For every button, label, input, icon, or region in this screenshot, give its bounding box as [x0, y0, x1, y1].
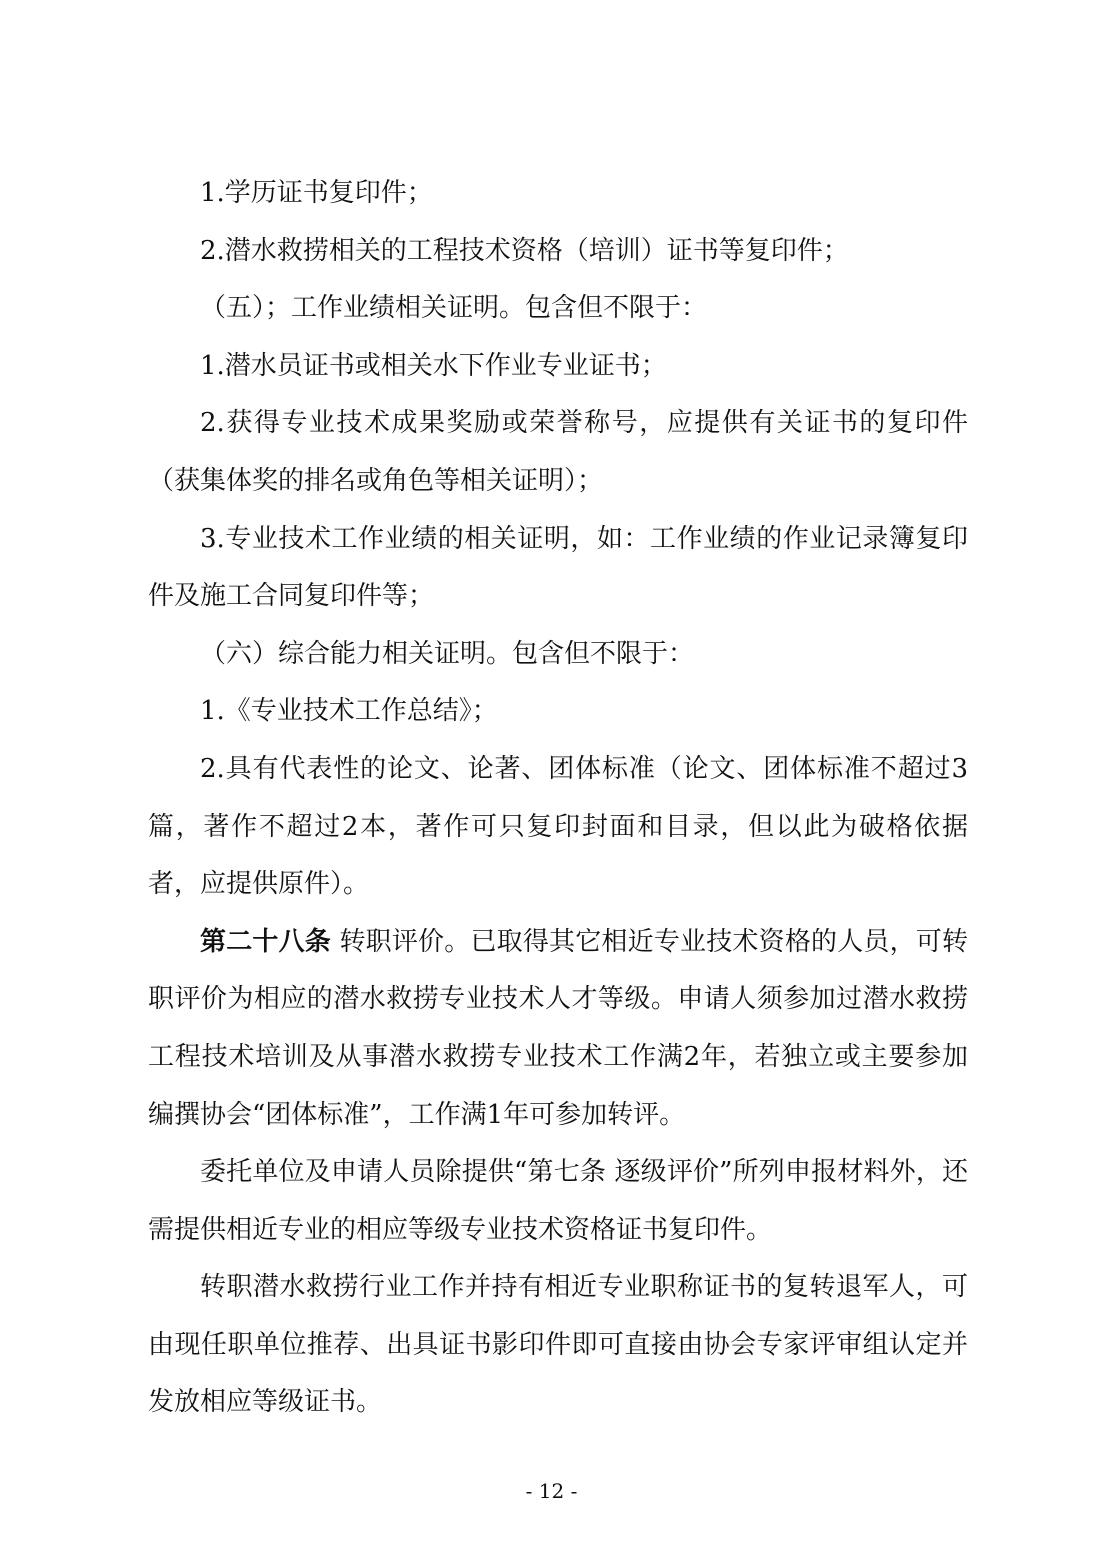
paragraph-section-six: （六）综合能力相关证明。包含但不限于： — [200, 638, 695, 669]
paragraph-work-summary: 1.《专业技术工作总结》； — [200, 696, 498, 727]
paragraph-diver-certificate: 1.潜水员证书或相关水下作业专业证书； — [200, 350, 667, 381]
article-body: 转职评价。已取得其它相近专业技术资格的人员，可转职评价为相应的潜水救捞专业技术人才等级。申请人须参加过潜水救捞工程技术培训及从事潜水救捞专业技术工作满2年，若独立或主要参加编撰协会“团体标准”，工作满1年可参加转评。 — [148, 926, 968, 1130]
paragraph-article-28 — [148, 914, 968, 1144]
document-body — [148, 165, 968, 1432]
paragraph-applicant-materials: 委托单位及申请人员除提供“第七条 逐级评价”所列申报材料外，还需提供相近专业的相应等级专业技术资格证书复印件。 — [148, 1157, 968, 1245]
paragraph-representative-papers: 2.具有代表性的论文、论著、团体标准（论文、团体标准不超过3篇，著作不超过2本，著作可只复印封面和目录，但以此为破格依据者，应提供原件）。 — [148, 753, 968, 900]
article-heading: 第二十八条 — [200, 926, 331, 957]
paragraph-work-records: 3.专业技术工作业绩的相关证明，如：工作业绩的作业记录簿复印件及施工合同复印件等； — [148, 523, 968, 612]
paragraph-technical-qualification: 2.潜水救捞相关的工程技术资格（培训）证书等复印件； — [200, 235, 849, 266]
paragraph-veterans: 转职潜水救捞行业工作并持有相近专业职称证书的复转退军人，可由现任职单位推荐、出具证书影印件即可直接由协会专家评审组认定并发放相应等级证书。 — [148, 1272, 968, 1418]
paragraph-education-certificate: 1.学历证书复印件； — [200, 178, 433, 208]
paragraph-section-five: （五）；工作业绩相关证明。包含但不限于： — [200, 293, 708, 324]
paragraph-awards: 2.获得专业技术成果奖励或荣誉称号，应提供有关证书的复印件（获集体奖的排名或角色等相关证明）； — [148, 408, 968, 496]
page-number: - 12 - — [525, 1479, 578, 1503]
